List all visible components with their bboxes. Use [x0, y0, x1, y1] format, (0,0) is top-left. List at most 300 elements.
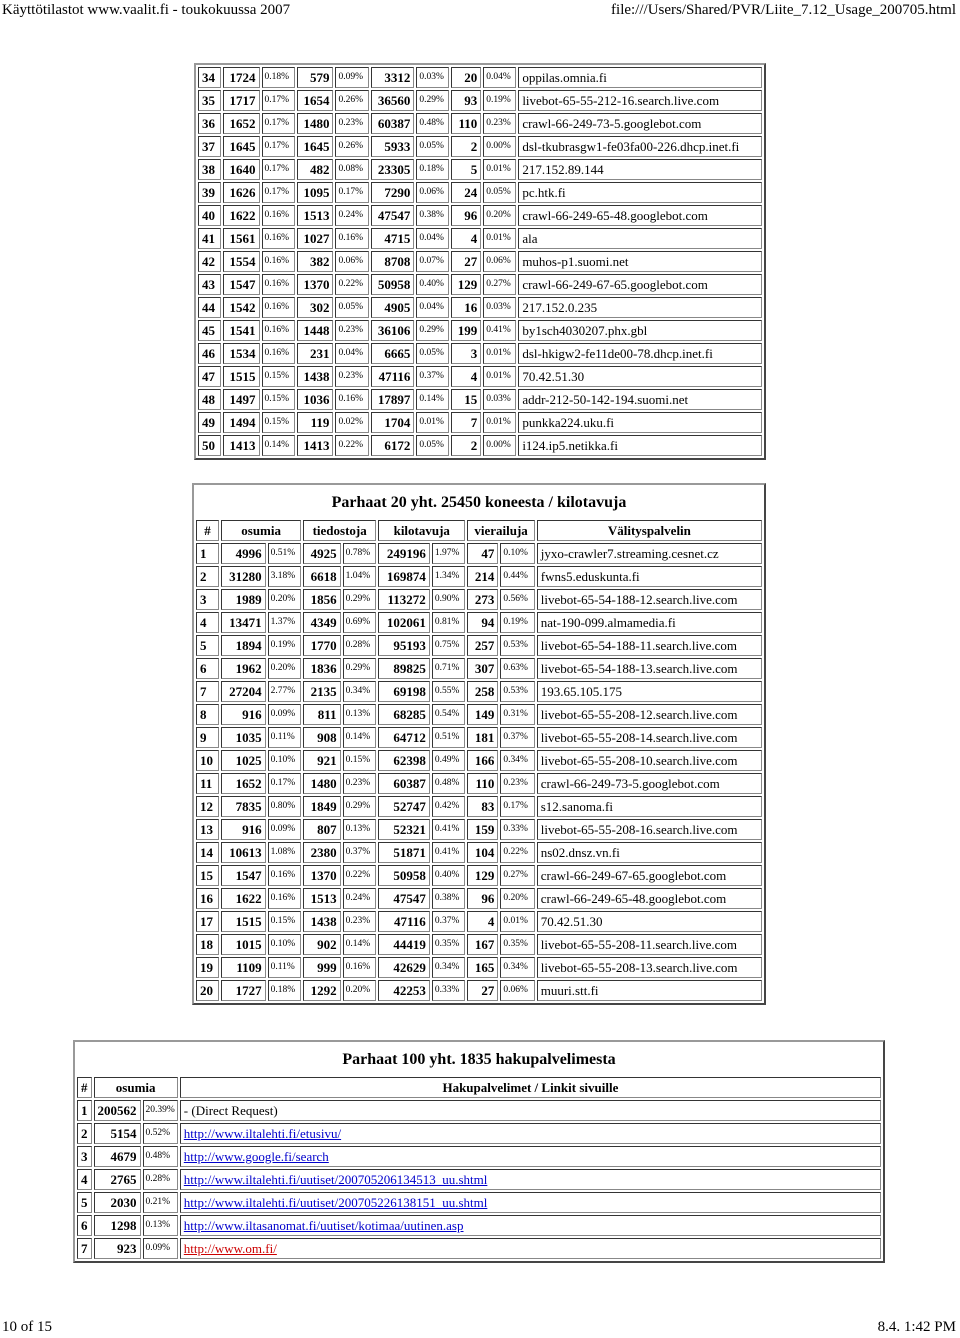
- kb-pct-cell: 0.81%: [432, 612, 466, 633]
- table-row: [196, 934, 762, 955]
- kb-cell: 4905: [371, 297, 415, 318]
- referrer-link[interactable]: http://www.om.fi/: [183, 1241, 277, 1256]
- host-cell: crawl-66-249-73-5.googlebot.com: [537, 773, 762, 794]
- kb-pct-cell: 0.51%: [432, 727, 466, 748]
- files-pct-cell: 0.16%: [335, 228, 368, 249]
- files-cell: 999: [303, 957, 340, 978]
- kb-pct-cell: 0.04%: [416, 228, 449, 249]
- visits-pct-cell: 0.01%: [483, 159, 516, 180]
- visits-pct-cell: 0.01%: [483, 366, 516, 387]
- kb-cell: 62398: [378, 750, 430, 771]
- hits-pct-cell: 1.37%: [268, 612, 302, 633]
- visits-cell: 4: [467, 911, 498, 932]
- table-row: [77, 1146, 881, 1167]
- visits-pct-cell: 0.23%: [483, 113, 516, 134]
- hits-pct-cell: 0.09%: [268, 819, 302, 840]
- table-row: [198, 159, 762, 180]
- visits-cell: 96: [467, 888, 498, 909]
- hits-cell: 1547: [223, 274, 260, 295]
- visits-pct-cell: 0.05%: [483, 182, 516, 203]
- column-header: #: [196, 520, 219, 541]
- visits-pct-cell: 0.27%: [483, 274, 516, 295]
- table-row: [198, 435, 762, 456]
- files-pct-cell: 0.34%: [343, 681, 377, 702]
- files-pct-cell: 0.22%: [343, 865, 377, 886]
- hits-pct-cell: 0.10%: [268, 934, 302, 955]
- table-row: [196, 566, 762, 587]
- kb-cell: 4715: [371, 228, 415, 249]
- files-pct-cell: 0.24%: [335, 205, 368, 226]
- hits-cell: 1727: [221, 980, 266, 1001]
- files-cell: 1480: [297, 113, 334, 134]
- rank-cell: 38: [198, 159, 221, 180]
- rank-cell: 39: [198, 182, 221, 203]
- kb-cell: 3312: [371, 67, 415, 88]
- visits-pct-cell: 0.53%: [500, 635, 534, 656]
- table-row: [196, 704, 762, 725]
- files-cell: 6618: [303, 566, 340, 587]
- table-row: [196, 681, 762, 702]
- files-cell: 1438: [303, 911, 340, 932]
- files-pct-cell: 0.06%: [335, 251, 368, 272]
- hits-pct-cell: 0.11%: [268, 727, 302, 748]
- kb-pct-cell: 0.48%: [416, 113, 449, 134]
- kb-pct-cell: 0.41%: [432, 842, 466, 863]
- files-cell: 921: [303, 750, 340, 771]
- visits-cell: 167: [467, 934, 498, 955]
- files-cell: 807: [303, 819, 340, 840]
- host-cell: muuri.stt.fi: [537, 980, 762, 1001]
- hits-pct-cell: 0.48%: [143, 1146, 178, 1167]
- hits-pct-cell: 0.15%: [268, 911, 302, 932]
- host-cell: livebot-65-55-208-11.search.live.com: [537, 934, 762, 955]
- referrer-cell[interactable]: [180, 1169, 881, 1190]
- kb-cell: 68285: [378, 704, 430, 725]
- rank-cell: 42: [198, 251, 221, 272]
- host-cell: crawl-66-249-73-5.googlebot.com: [518, 113, 762, 134]
- rank-cell: 35: [198, 90, 221, 111]
- table-row: [196, 750, 762, 771]
- referrer-cell: [180, 1100, 881, 1121]
- table-row: [198, 90, 762, 111]
- rank-cell: 19: [196, 957, 219, 978]
- referrer-cell[interactable]: [180, 1238, 881, 1259]
- hits-cell: 1561: [223, 228, 260, 249]
- visits-cell: 20: [451, 67, 481, 88]
- referrer-label: - (Direct Request): [183, 1103, 278, 1118]
- visits-cell: 47: [467, 543, 498, 564]
- hits-cell: 1494: [223, 412, 260, 433]
- visits-pct-cell: 0.20%: [500, 888, 534, 909]
- hits-cell: 1109: [221, 957, 266, 978]
- visits-pct-cell: 0.63%: [500, 658, 534, 679]
- kb-cell: 1704: [371, 412, 415, 433]
- files-pct-cell: 0.22%: [335, 435, 368, 456]
- kb-pct-cell: 0.35%: [432, 934, 466, 955]
- referrer-cell[interactable]: [180, 1215, 881, 1236]
- rank-cell: 18: [196, 934, 219, 955]
- rank-cell: 6: [77, 1215, 92, 1236]
- visits-pct-cell: 0.04%: [483, 67, 516, 88]
- kb-cell: 50958: [371, 274, 415, 295]
- column-header: tiedostoja: [303, 520, 376, 541]
- kb-pct-cell: 0.05%: [416, 136, 449, 157]
- visits-pct-cell: 0.34%: [500, 957, 534, 978]
- kb-pct-cell: 0.40%: [432, 865, 466, 886]
- hits-pct-cell: 0.20%: [268, 589, 302, 610]
- kb-pct-cell: 0.37%: [432, 911, 466, 932]
- referrer-cell[interactable]: [180, 1146, 881, 1167]
- referrer-cell[interactable]: [180, 1123, 881, 1144]
- kb-pct-cell: 0.14%: [416, 389, 449, 410]
- kb-pct-cell: 0.29%: [416, 320, 449, 341]
- rank-cell: 50: [198, 435, 221, 456]
- host-cell: 70.42.51.30: [537, 911, 762, 932]
- visits-cell: 3: [451, 343, 481, 364]
- table-row: [196, 865, 762, 886]
- kb-pct-cell: 0.05%: [416, 343, 449, 364]
- kb-cell: 36106: [371, 320, 415, 341]
- kb-pct-cell: 0.71%: [432, 658, 466, 679]
- hits-pct-cell: 0.13%: [143, 1215, 178, 1236]
- host-cell: livebot-65-54-188-11.search.live.com: [537, 635, 762, 656]
- table-caption: Parhaat 20 yht. 25450 koneesta / kilotavuja: [331, 494, 627, 511]
- referrer-link[interactable]: http://www.iltalehti.fi/uutiset/200705206134513_uu.shtml: [183, 1172, 488, 1187]
- table-row: [198, 297, 762, 318]
- visits-pct-cell: 0.31%: [500, 704, 534, 725]
- visits-cell: 15: [451, 389, 481, 410]
- hits-pct-cell: 1.08%: [268, 842, 302, 863]
- visits-pct-cell: 0.35%: [500, 934, 534, 955]
- host-cell: fwns5.eduskunta.fi: [537, 566, 762, 587]
- host-cell: livebot-65-55-208-14.search.live.com: [537, 727, 762, 748]
- visits-pct-cell: 0.19%: [500, 612, 534, 633]
- hits-cell: 916: [221, 819, 266, 840]
- kb-cell: 7290: [371, 182, 415, 203]
- kb-cell: 5933: [371, 136, 415, 157]
- kb-cell: 44419: [378, 934, 430, 955]
- kb-cell: 51871: [378, 842, 430, 863]
- kb-pct-cell: 0.48%: [432, 773, 466, 794]
- files-cell: 908: [303, 727, 340, 748]
- rank-cell: 45: [198, 320, 221, 341]
- visits-pct-cell: 0.06%: [483, 251, 516, 272]
- hits-cell: 1652: [221, 773, 266, 794]
- files-cell: 4349: [303, 612, 340, 633]
- table-row: [196, 773, 762, 794]
- visits-cell: 199: [451, 320, 481, 341]
- hits-pct-cell: 0.16%: [262, 343, 295, 364]
- hits-cell: 1547: [221, 865, 266, 886]
- visits-cell: 165: [467, 957, 498, 978]
- table-row: [196, 612, 762, 633]
- kb-cell: 113272: [378, 589, 430, 610]
- kb-cell: 69198: [378, 681, 430, 702]
- rank-cell: 1: [77, 1100, 92, 1121]
- table-row: [77, 1100, 881, 1121]
- hits-pct-cell: 0.28%: [143, 1169, 178, 1190]
- rank-cell: 47: [198, 366, 221, 387]
- files-pct-cell: 0.14%: [343, 727, 377, 748]
- host-cell: by1sch4030207.phx.gbl: [518, 320, 762, 341]
- hits-pct-cell: 0.18%: [268, 980, 302, 1001]
- table-row: [77, 1215, 881, 1236]
- rank-cell: 12: [196, 796, 219, 817]
- column-header: Välityspalvelin: [537, 520, 762, 541]
- kb-pct-cell: 0.40%: [416, 274, 449, 295]
- visits-cell: 4: [451, 228, 481, 249]
- column-header: Hakupalvelimet / Linkit sivuille: [180, 1077, 881, 1098]
- files-pct-cell: 1.04%: [343, 566, 377, 587]
- files-pct-cell: 0.37%: [343, 842, 377, 863]
- visits-cell: 16: [451, 297, 481, 318]
- rank-cell: 4: [196, 612, 219, 633]
- files-cell: 1095: [297, 182, 334, 203]
- kb-pct-cell: 0.38%: [432, 888, 466, 909]
- hits-cell: 1962: [221, 658, 266, 679]
- table-row: [196, 957, 762, 978]
- visits-cell: 93: [451, 90, 481, 111]
- hits-cell: 1497: [223, 389, 260, 410]
- hits-cell: 1515: [223, 366, 260, 387]
- files-pct-cell: 0.24%: [343, 888, 377, 909]
- files-pct-cell: 0.23%: [335, 366, 368, 387]
- kb-cell: 95193: [378, 635, 430, 656]
- hits-pct-cell: 20.39%: [143, 1100, 178, 1121]
- host-cell: dsl-tkubrasgw1-fe03fa00-226.dhcp.inet.fi: [518, 136, 762, 157]
- hits-cell: 1541: [223, 320, 260, 341]
- host-cell: muhos-p1.suomi.net: [518, 251, 762, 272]
- kb-cell: 36560: [371, 90, 415, 111]
- table-row: [196, 980, 762, 1001]
- kb-cell: 89825: [378, 658, 430, 679]
- visits-cell: 307: [467, 658, 498, 679]
- visits-cell: 257: [467, 635, 498, 656]
- files-pct-cell: 0.16%: [343, 957, 377, 978]
- visits-cell: 2: [451, 136, 481, 157]
- hits-pct-cell: 0.16%: [262, 274, 295, 295]
- hits-pct-cell: 0.16%: [262, 228, 295, 249]
- rank-cell: 11: [196, 773, 219, 794]
- hits-pct-cell: 0.17%: [262, 136, 295, 157]
- referrer-link[interactable]: http://www.iltalehti.fi/etusivu/: [183, 1126, 342, 1141]
- rank-cell: 14: [196, 842, 219, 863]
- hits-pct-cell: 0.17%: [262, 113, 295, 134]
- visits-pct-cell: 0.10%: [500, 543, 534, 564]
- table-row: [196, 658, 762, 679]
- hits-cell: 13471: [221, 612, 266, 633]
- visits-cell: 96: [451, 205, 481, 226]
- hits-pct-cell: 0.15%: [262, 389, 295, 410]
- host-cell: 193.65.105.175: [537, 681, 762, 702]
- visits-pct-cell: 0.19%: [483, 90, 516, 111]
- files-cell: 382: [297, 251, 334, 272]
- files-pct-cell: 0.29%: [343, 796, 377, 817]
- visits-pct-cell: 0.01%: [483, 343, 516, 364]
- kb-cell: 42629: [378, 957, 430, 978]
- files-pct-cell: 0.15%: [343, 750, 377, 771]
- table-row: [196, 727, 762, 748]
- visits-pct-cell: 0.34%: [500, 750, 534, 771]
- visits-cell: 181: [467, 727, 498, 748]
- files-pct-cell: 0.23%: [343, 773, 377, 794]
- kb-cell: 60387: [371, 113, 415, 134]
- host-cell: crawl-66-249-65-48.googlebot.com: [537, 888, 762, 909]
- visits-cell: 4: [451, 366, 481, 387]
- referrer-link[interactable]: http://www.iltalehti.fi/uutiset/200705226138151_uu.shtml: [183, 1195, 488, 1210]
- files-pct-cell: 0.14%: [343, 934, 377, 955]
- host-cell: 217.152.0.235: [518, 297, 762, 318]
- hits-cell: 4996: [221, 543, 266, 564]
- host-cell: ala: [518, 228, 762, 249]
- files-pct-cell: 0.08%: [335, 159, 368, 180]
- kb-pct-cell: 0.90%: [432, 589, 466, 610]
- hits-cell: 10613: [221, 842, 266, 863]
- files-cell: 1654: [297, 90, 334, 111]
- host-cell: 70.42.51.30: [518, 366, 762, 387]
- files-pct-cell: 0.29%: [343, 658, 377, 679]
- host-cell: crawl-66-249-65-48.googlebot.com: [518, 205, 762, 226]
- hits-pct-cell: 3.18%: [268, 566, 302, 587]
- files-cell: 902: [303, 934, 340, 955]
- hits-pct-cell: 0.15%: [262, 412, 295, 433]
- hits-cell: 1626: [223, 182, 260, 203]
- visits-cell: 258: [467, 681, 498, 702]
- rank-cell: 1: [196, 543, 219, 564]
- hits-cell: 1413: [223, 435, 260, 456]
- rank-cell: 44: [198, 297, 221, 318]
- hits-cell: 4679: [94, 1146, 141, 1167]
- files-pct-cell: 0.26%: [335, 136, 368, 157]
- files-cell: 1370: [297, 274, 334, 295]
- host-cell: crawl-66-249-67-65.googlebot.com: [518, 274, 762, 295]
- table-row: [196, 842, 762, 863]
- rank-cell: 36: [198, 113, 221, 134]
- kb-cell: 249196: [378, 543, 430, 564]
- visits-pct-cell: 0.41%: [483, 320, 516, 341]
- rank-cell: 6: [196, 658, 219, 679]
- hits-cell: 1652: [223, 113, 260, 134]
- visits-pct-cell: 0.03%: [483, 389, 516, 410]
- kb-pct-cell: 0.38%: [416, 205, 449, 226]
- visits-pct-cell: 0.06%: [500, 980, 534, 1001]
- hits-pct-cell: 0.17%: [262, 182, 295, 203]
- rank-cell: 49: [198, 412, 221, 433]
- rank-cell: 37: [198, 136, 221, 157]
- kb-cell: 102061: [378, 612, 430, 633]
- files-cell: 1849: [303, 796, 340, 817]
- hits-pct-cell: 0.09%: [143, 1238, 178, 1259]
- table-row: [198, 182, 762, 203]
- visits-pct-cell: 0.00%: [483, 136, 516, 157]
- visits-cell: 129: [467, 865, 498, 886]
- hits-cell: 1622: [223, 205, 260, 226]
- files-cell: 302: [297, 297, 334, 318]
- visits-pct-cell: 0.01%: [483, 228, 516, 249]
- column-header: vierailuja: [467, 520, 534, 541]
- files-pct-cell: 0.17%: [335, 182, 368, 203]
- table-row: [196, 911, 762, 932]
- files-cell: 1770: [303, 635, 340, 656]
- files-cell: 1645: [297, 136, 334, 157]
- hits-cell: 1894: [221, 635, 266, 656]
- referrer-link[interactable]: http://www.google.fi/search: [183, 1149, 329, 1164]
- table-row: [196, 635, 762, 656]
- visits-pct-cell: 0.53%: [500, 681, 534, 702]
- referrer-cell[interactable]: [180, 1192, 881, 1213]
- files-cell: 2380: [303, 842, 340, 863]
- rank-cell: 20: [196, 980, 219, 1001]
- hits-cell: 1534: [223, 343, 260, 364]
- table-row: [198, 113, 762, 134]
- rank-cell: 3: [77, 1146, 92, 1167]
- visits-pct-cell: 0.22%: [500, 842, 534, 863]
- files-pct-cell: 0.26%: [335, 90, 368, 111]
- referrer-link[interactable]: http://www.iltasanomat.fi/uutiset/kotimaa/uutinen.asp: [183, 1218, 464, 1233]
- hits-cell: 7835: [221, 796, 266, 817]
- rank-cell: 40: [198, 205, 221, 226]
- table-row: [198, 389, 762, 410]
- files-pct-cell: 0.22%: [335, 274, 368, 295]
- files-cell: 1292: [303, 980, 340, 1001]
- kb-pct-cell: 1.97%: [432, 543, 466, 564]
- files-pct-cell: 0.16%: [335, 389, 368, 410]
- kb-cell: 169874: [378, 566, 430, 587]
- kb-cell: 47547: [378, 888, 430, 909]
- visits-cell: 149: [467, 704, 498, 725]
- table-caption: Parhaat 100 yht. 1835 hakupalvelimesta: [342, 1051, 616, 1068]
- browser-print-title: Käyttötilastot www.vaalit.fi - toukokuussa 2007: [2, 2, 291, 18]
- files-cell: 1856: [303, 589, 340, 610]
- rank-cell: 8: [196, 704, 219, 725]
- column-header: kilotavuja: [378, 520, 465, 541]
- table-row: [196, 543, 762, 564]
- hits-cell: 1554: [223, 251, 260, 272]
- kb-pct-cell: 0.33%: [432, 980, 466, 1001]
- hits-pct-cell: 0.17%: [262, 90, 295, 111]
- visits-pct-cell: 0.27%: [500, 865, 534, 886]
- files-pct-cell: 0.04%: [335, 343, 368, 364]
- hits-pct-cell: 0.51%: [268, 543, 302, 564]
- files-cell: 1036: [297, 389, 334, 410]
- kb-pct-cell: 0.18%: [416, 159, 449, 180]
- hits-pct-cell: 0.19%: [268, 635, 302, 656]
- files-pct-cell: 0.29%: [343, 589, 377, 610]
- table-row: [77, 1238, 881, 1259]
- rank-cell: 5: [77, 1192, 92, 1213]
- kb-cell: 60387: [378, 773, 430, 794]
- host-cell: punkka224.uku.fi: [518, 412, 762, 433]
- files-pct-cell: 0.78%: [343, 543, 377, 564]
- hits-cell: 1025: [221, 750, 266, 771]
- table-row: [77, 1192, 881, 1213]
- hits-cell: 1645: [223, 136, 260, 157]
- kb-pct-cell: 1.34%: [432, 566, 466, 587]
- files-cell: 2135: [303, 681, 340, 702]
- visits-cell: 110: [451, 113, 481, 134]
- print-datetime: 8.4. 1:42 PM: [877, 1319, 956, 1335]
- files-pct-cell: 0.09%: [335, 67, 368, 88]
- rank-cell: 10: [196, 750, 219, 771]
- column-header: #: [77, 1077, 92, 1098]
- rank-cell: 2: [77, 1123, 92, 1144]
- hits-pct-cell: 0.20%: [268, 658, 302, 679]
- files-pct-cell: 0.13%: [343, 704, 377, 725]
- table-row: [196, 796, 762, 817]
- kb-pct-cell: 0.37%: [416, 366, 449, 387]
- host-cell: livebot-65-55-208-13.search.live.com: [537, 957, 762, 978]
- visits-cell: 83: [467, 796, 498, 817]
